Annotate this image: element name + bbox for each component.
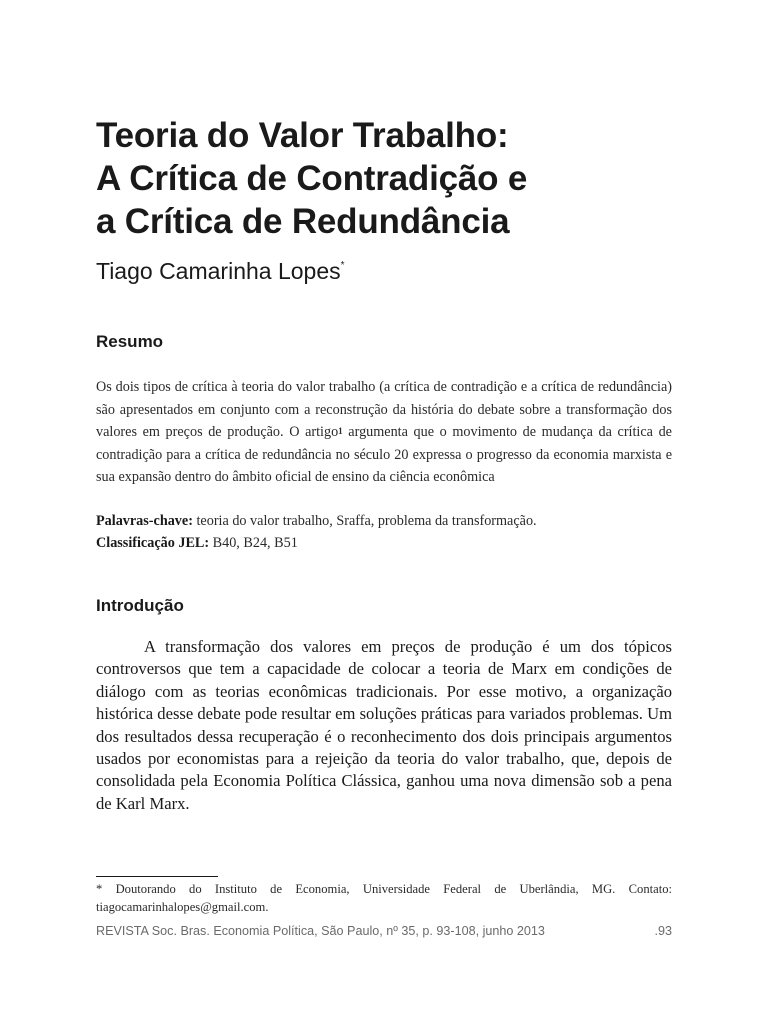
keywords-text: teoria do valor trabalho, Sraffa, problema da transformação. — [192, 513, 537, 529]
title-line-2: A Crítica de Contradição e — [96, 159, 528, 198]
footnote-divider — [96, 876, 218, 877]
abstract-text-part1: Os dois tipos de crítica à teoria do valor trabalho (a crítica de contradição e a crítica de redundância) são apresentados em conjunto com a reconstrução da história do debate sobre a transformação dos valores em preços de produção. O artigo — [96, 379, 672, 440]
keywords-label: Palavras-chave: — [96, 513, 193, 529]
author-name — [96, 258, 345, 285]
keywords-line — [96, 510, 672, 532]
author-text: Tiago Camarinha Lopes — [96, 258, 341, 284]
journal-citation: REVISTA Soc. Bras. Economia Política, São Paulo, nº 35, p. 93-108, junho 2013 — [96, 924, 545, 938]
jel-line — [96, 532, 672, 554]
introduction-heading: Introdução — [96, 596, 184, 615]
abstract-heading: Resumo — [96, 332, 164, 351]
abstract-text — [96, 376, 672, 489]
article-title — [96, 114, 716, 243]
page-number: .93 — [654, 924, 672, 938]
title-line-1: Teoria do Valor Trabalho: — [96, 116, 509, 155]
jel-label: Classificação JEL: — [96, 535, 210, 551]
abstract-text-part2: argumenta que o movimento de mudança da crítica de contradição para a crítica de redundância no século 20 expressa o progresso da economia marxista e sua expansão dentro do âmbito oficial de ensino da ciência econômica — [96, 424, 672, 485]
author-footnote-mark: * — [340, 260, 345, 271]
title-line-3: a Crítica de Redundância — [96, 202, 510, 241]
introduction-paragraph: A transformação dos valores em preços de produção é um dos tópicos controversos que tem a capacidade de colocar a teoria de Marx em condições de diálogo com as teorias econômicas tradicionais. Por esse motivo, a organização histórica desse debate pode resultar em soluções práticas para variados problemas. Um dos resultados dessa recuperação é o reconhecimento dos dois principais argumentos usados por economistas para a rejeição da teoria do valor trabalho, que, depois de consolidada pela Economia Política Clássica, ganhou uma nova dimensão sob a pena de Karl Marx. — [96, 637, 672, 813]
jel-codes: B40, B24, B51 — [209, 535, 298, 551]
footnote: * Doutorando do Instituto de Economia, Universidade Federal de Uberlândia, MG. Contato: tiagocamarinhalopes@gmail.com. — [96, 882, 672, 914]
abstract-footnote-ref: 1 — [338, 426, 343, 436]
